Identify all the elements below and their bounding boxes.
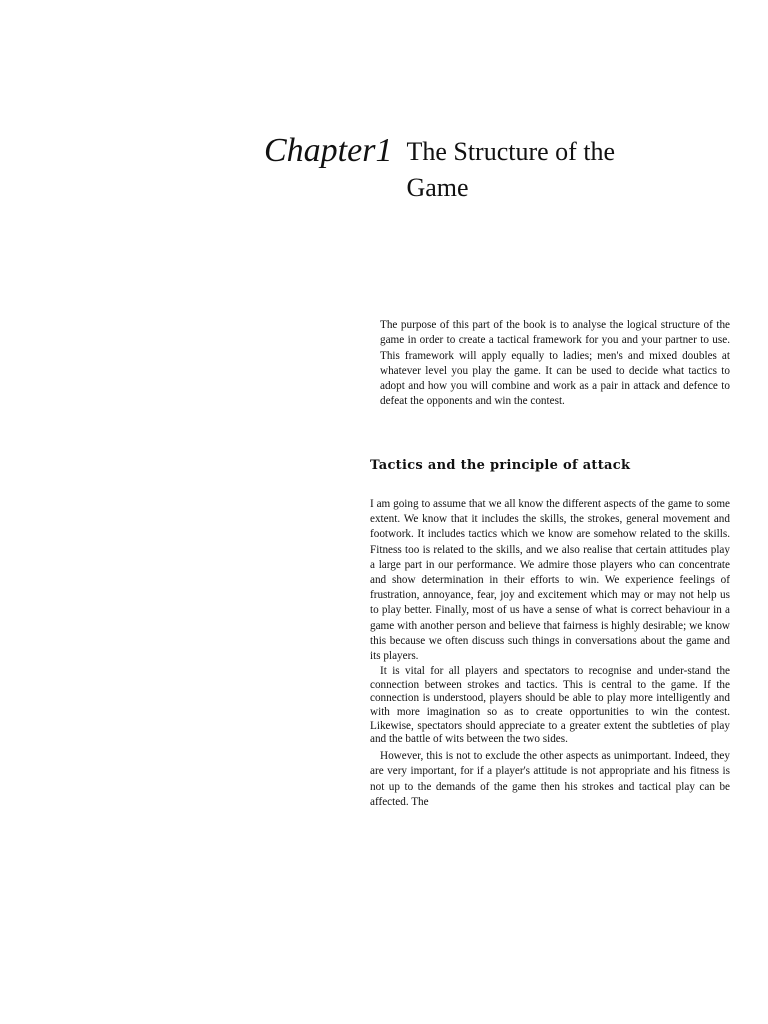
body-paragraph-3: However, this is not to exclude the other aspects as unimportant. Indeed, they are very important, for if a player's attitude is not appropriate and his fitness is not up to the demands of the game then his strokes and tactical play can be affected. The — [370, 749, 730, 809]
chapter-title-line-2: Game — [406, 173, 469, 202]
intro-paragraph: The purpose of this part of the book is to analyse the logical structure of the game in order to create a tactical framework for you and your partner to use. This framework will apply equally to ladies; men's and mixed doubles at whatever level you play the game. It can be used to decide what tactics to adopt and how you will combine and work as a pair in attack and defence to defeat the opponents and win the contest. — [380, 319, 730, 408]
chapter-title-line-1: The Structure of the — [406, 137, 616, 166]
body-paragraph-2: It is vital for all players and spectators to recognise and under-stand the connection between strokes and tactics. This is central to the game. If the connection is understood, players should be able to play more intelligently and with more imagination so as to create opportunities to win the contest. Likewise, spectators should appreciate to a greater extent the subtleties of play and the battle of wits between the two sides. — [370, 665, 730, 746]
chapter-heading — [264, 132, 704, 206]
section-body — [370, 497, 730, 810]
chapter-label: Chapter1 — [264, 132, 393, 169]
body-paragraph-1: I am going to assume that we all know the different aspects of the game to some extent. We know that it includes the skills, the strokes, general movement and footwork. It includes tactics which we know are somehow related to the skills. Fitness too is related to the skills, and we also realise that certain attitudes play a large part in our performance. We admire those players who can concentrate and show determination in their efforts to win. We experience feelings of frustration, annoyance, fear, joy and excitement which may or may not help us to play better. Finally, most of us have a sense of what is correct behaviour in a game with another person and believe that fairness is highly desirable; we know this because we often discuss such things in conversations about the game and its players. — [370, 498, 730, 663]
chapter-title — [406, 134, 696, 206]
section-heading: Tactics and the principle of attack — [370, 458, 631, 473]
